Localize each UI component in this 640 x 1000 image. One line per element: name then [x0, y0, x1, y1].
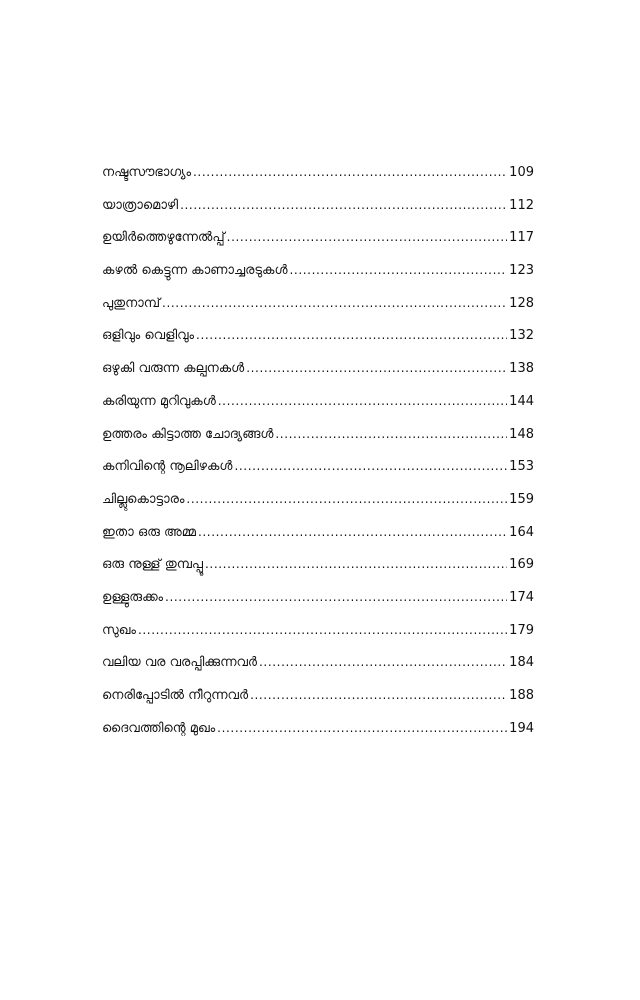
toc-dot-leader — [186, 485, 507, 513]
toc-dot-leader — [290, 256, 508, 284]
toc-dot-leader — [193, 158, 507, 186]
toc-entry-page: 144 — [509, 393, 534, 409]
toc-entry-page: 123 — [509, 263, 534, 279]
toc-entry[interactable] — [102, 648, 534, 681]
toc-entry-page: 117 — [509, 230, 534, 246]
toc-entry-page: 112 — [509, 197, 534, 213]
toc-entry-title: വലിയ വര വരപ്പിക്കുന്നവർ — [102, 655, 258, 671]
toc-entry[interactable] — [102, 191, 534, 224]
toc-entry[interactable] — [102, 289, 534, 322]
toc-entry[interactable] — [102, 354, 534, 387]
toc-entry-title: ചില്ലുകൊട്ടാരം — [102, 491, 185, 507]
toc-entry-page: 169 — [509, 557, 534, 573]
toc-entry-title: കനിവിന്റെ നൂലിഴകൾ — [102, 459, 233, 475]
toc-entry-title: കരിയുന്ന മുറിവുകൾ — [102, 393, 216, 409]
toc-entry-title: ഉത്തരം കിട്ടാത്ത ചോദ്യങ്ങൾ — [102, 426, 274, 442]
toc-entry-page: 164 — [509, 524, 534, 540]
toc-entry[interactable] — [102, 420, 534, 453]
toc-entry-title: നഷ്ടസൗഭാഗ്യം — [102, 165, 192, 180]
toc-entry-title: സുഖം — [102, 622, 136, 638]
toc-entry[interactable] — [102, 550, 534, 583]
toc-entry[interactable] — [102, 321, 534, 354]
toc-dot-leader — [227, 223, 508, 251]
toc-entry-title: പുതുനാമ്പ് — [102, 295, 161, 311]
toc-entry-page: 188 — [509, 688, 534, 703]
toc-entry-page: 153 — [509, 459, 534, 475]
toc-entry-title: ദൈവത്തിന്റെ മുഖം — [102, 720, 216, 736]
toc-entry-page: 128 — [509, 295, 534, 311]
toc-entry-title: ഉള്ളുരുക്കം — [102, 589, 164, 605]
toc-entry[interactable] — [102, 223, 534, 256]
toc-dot-leader — [259, 648, 507, 676]
toc-dot-leader — [217, 714, 507, 742]
toc-dot-leader — [180, 191, 507, 219]
toc-entry-page: 148 — [509, 426, 534, 442]
toc-entry[interactable] — [102, 714, 534, 747]
toc-entry-page: 184 — [509, 655, 534, 671]
toc-entry-page: 159 — [509, 491, 534, 507]
toc-entry[interactable] — [102, 256, 534, 289]
toc-dot-leader — [234, 452, 507, 480]
toc-entry-title: യാത്രാമൊഴി — [102, 197, 179, 213]
toc-dot-leader — [196, 321, 507, 349]
toc-entry[interactable] — [102, 387, 534, 420]
toc-entry-page: 194 — [509, 720, 534, 736]
toc-entry-page: 132 — [509, 328, 534, 344]
toc-entry[interactable] — [102, 583, 534, 616]
toc-entry-page: 109 — [509, 165, 534, 180]
toc-entry-page: 179 — [509, 622, 534, 638]
toc-dot-leader — [205, 550, 507, 578]
toc-entry-title: ഒരു നുള്ള് തുമ്പപ്പൂ — [102, 557, 204, 573]
toc-entry-title: കഴൽ കെട്ടുന്ന കാണാച്ചരടുകൾ — [102, 263, 288, 279]
toc-dot-leader — [138, 616, 507, 644]
toc-entry[interactable] — [102, 681, 534, 714]
table-of-contents — [102, 158, 534, 746]
toc-dot-leader — [246, 354, 507, 382]
toc-entry-title: ഉയിർത്തെഴുന്നേൽപ്പ് — [102, 230, 225, 246]
toc-dot-leader — [165, 583, 507, 611]
toc-entry[interactable] — [102, 485, 534, 518]
toc-entry[interactable] — [102, 158, 534, 191]
toc-dot-leader — [218, 387, 507, 415]
toc-entry-title: ഒഴുകി വരുന്ന കല്പനകൾ — [102, 361, 245, 377]
toc-dot-leader — [275, 420, 507, 448]
toc-entry-title: ഇതാ ഒരു അമ്മ — [102, 524, 196, 540]
toc-entry[interactable] — [102, 518, 534, 551]
toc-entry[interactable] — [102, 616, 534, 649]
toc-dot-leader — [198, 518, 507, 546]
toc-entry[interactable] — [102, 452, 534, 485]
toc-dot-leader — [250, 681, 507, 709]
toc-entry-page: 138 — [509, 361, 534, 377]
toc-entry-title: ഒളിവും വെളിവും — [102, 328, 195, 344]
toc-entry-title: നെരിപ്പോടിൽ നീറുന്നവർ — [102, 688, 249, 703]
toc-entry-page: 174 — [509, 589, 534, 605]
toc-dot-leader — [162, 289, 507, 317]
